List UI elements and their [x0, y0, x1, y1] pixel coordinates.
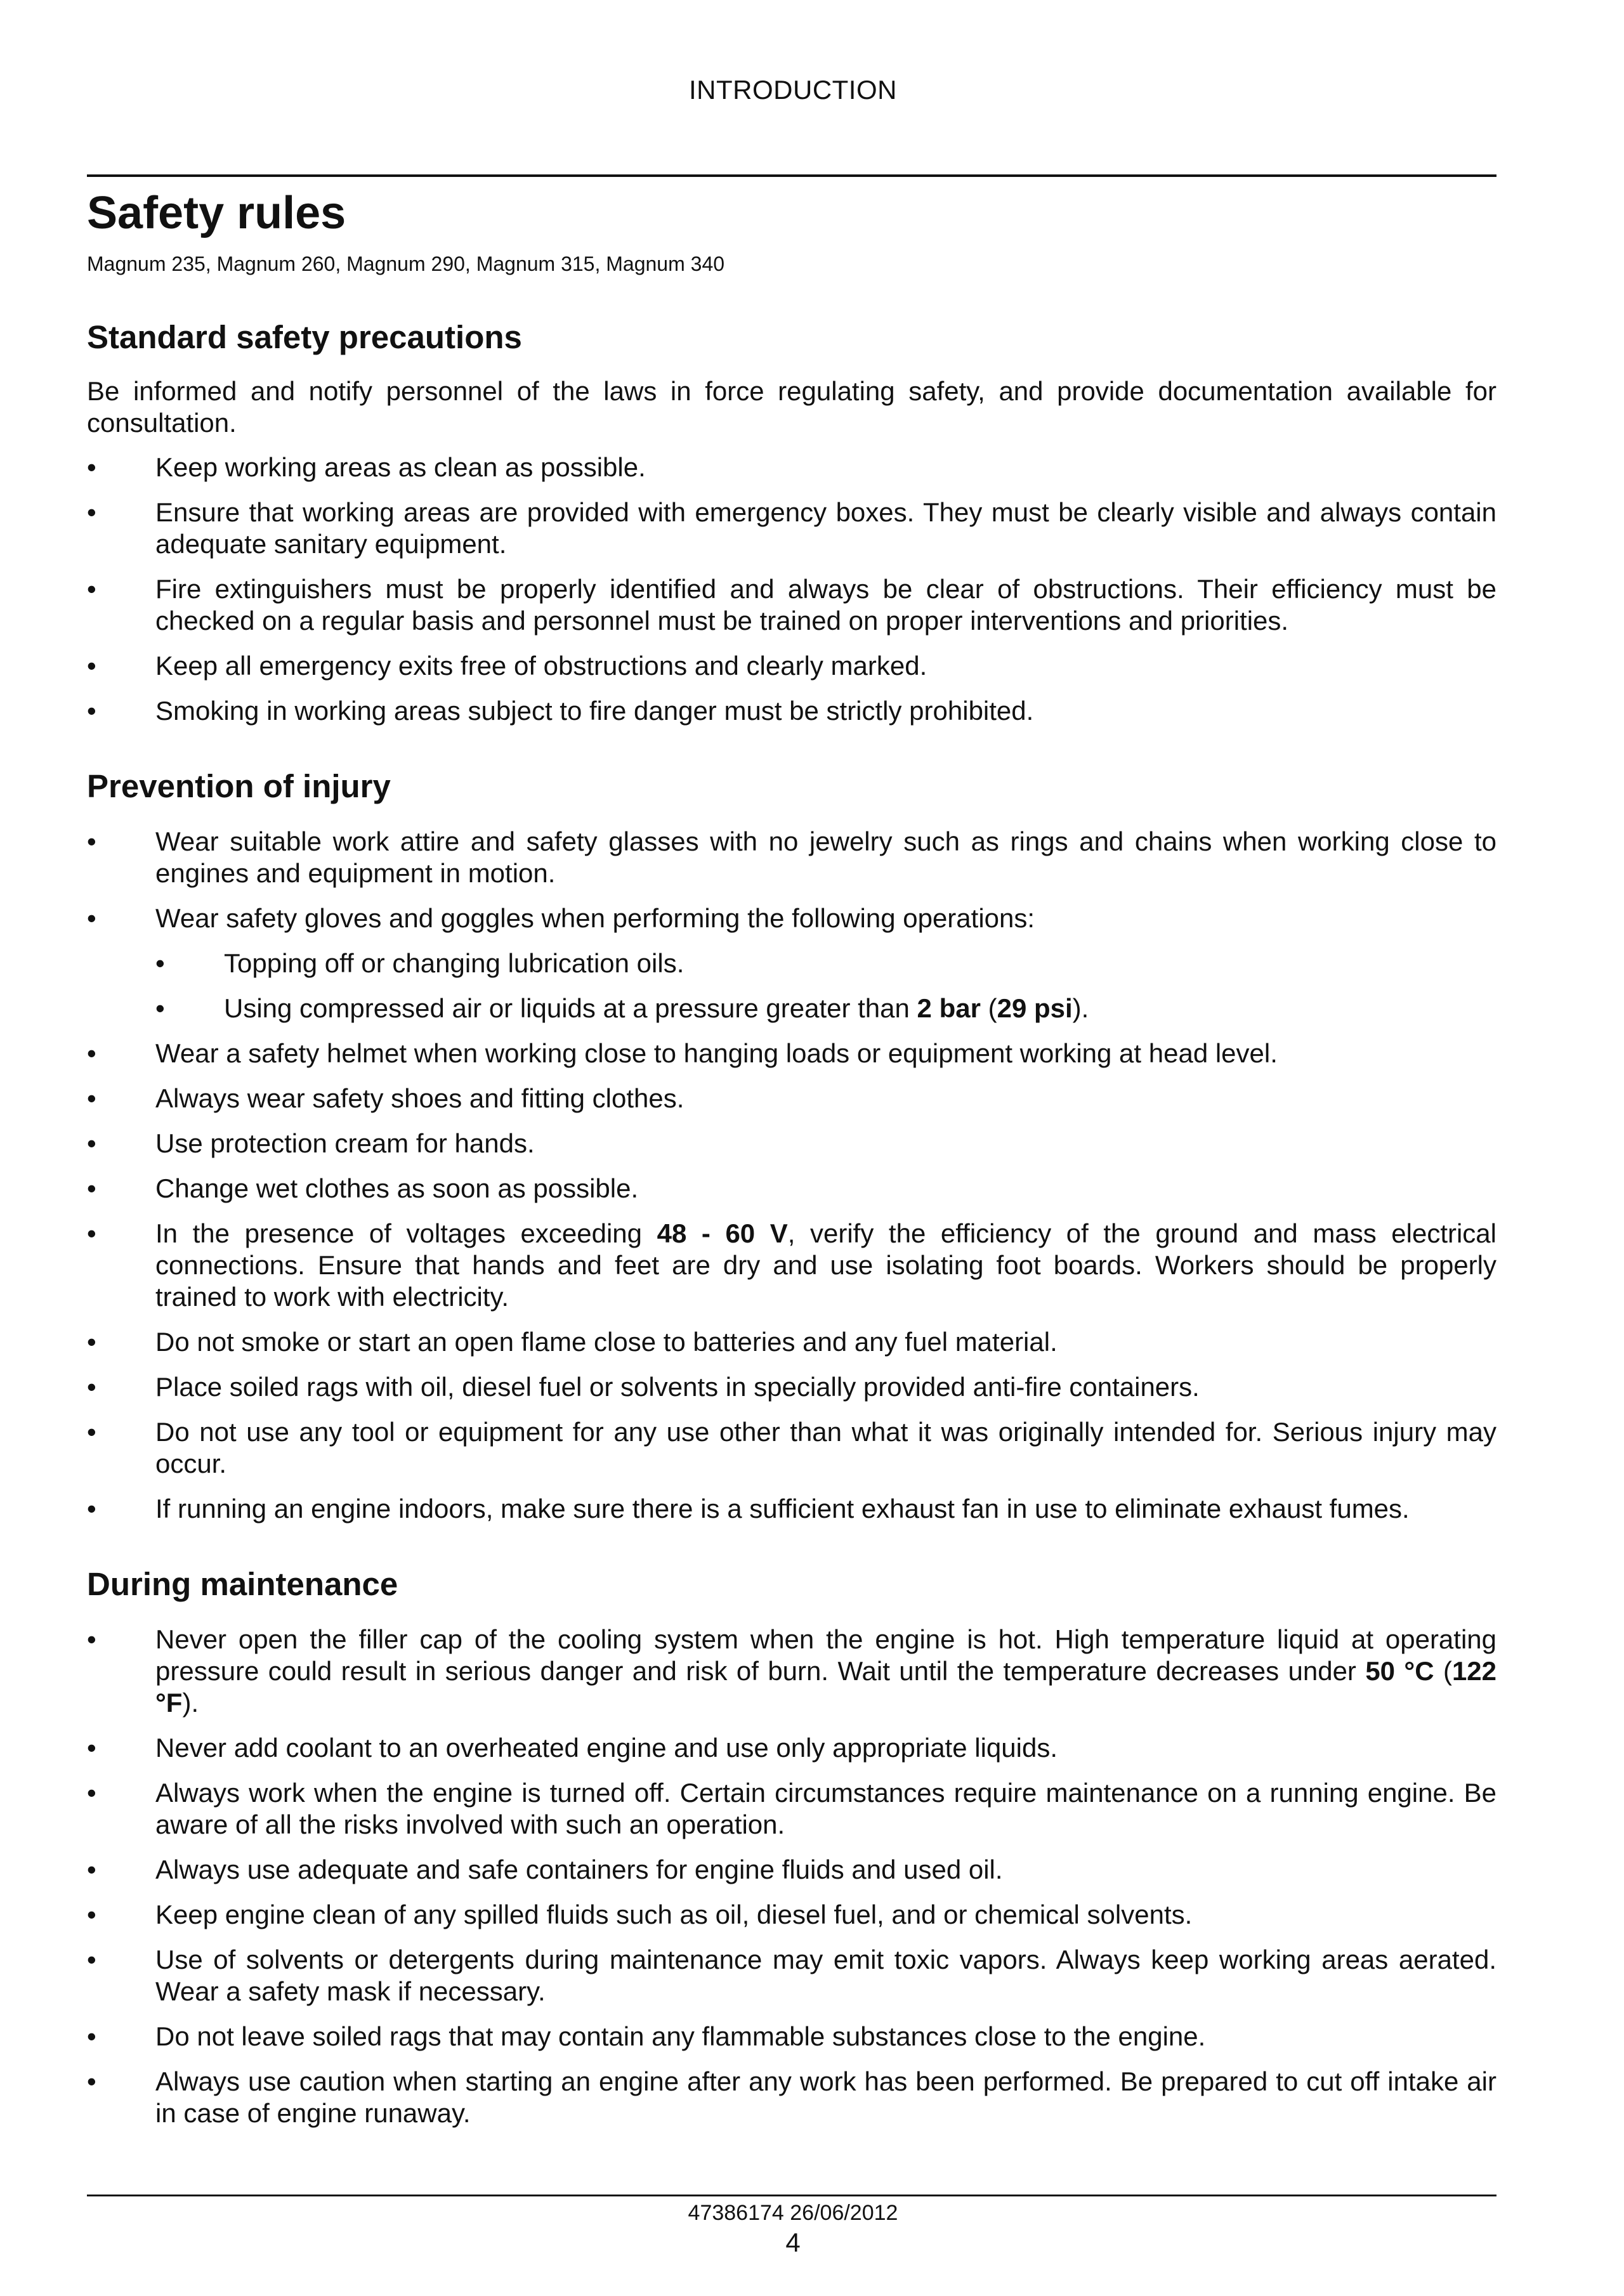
bullet: • [87, 1624, 96, 1654]
section-heading-maintenance: During maintenance [87, 1566, 398, 1602]
section-heading-standard: Standard safety precautions [87, 319, 522, 355]
sub-list [155, 948, 1496, 1024]
voltage-value: 48 - 60 V [657, 1218, 788, 1248]
model-list: Magnum 235, Magnum 260, Magnum 290, Magnum 315, Magnum 340 [87, 252, 725, 275]
list-item: • Ensure that working areas are provided with emergency boxes. They must be clearly visible and always contain adequate sanitary equipment. [87, 497, 1496, 559]
bullet: • [87, 1128, 96, 1158]
list-item: • Place soiled rags with oil, diesel fuel or solvents in specially provided anti-fire containers. [87, 1372, 1200, 1402]
bullet: • [87, 1733, 96, 1763]
pressure-bar-value: 2 bar [917, 993, 981, 1023]
list-item: • Always use adequate and safe containers for engine fluids and used oil. [87, 1855, 1003, 1884]
pressure-psi-value: 29 psi [997, 993, 1073, 1023]
footer-rule [87, 2195, 1496, 2196]
bullet: • [87, 1218, 96, 1248]
bullet: • [87, 1173, 96, 1203]
list-item: • Keep all emergency exits free of obstructions and clearly marked. [87, 651, 927, 681]
bullet: • [87, 1417, 96, 1447]
document-number-date: 47386174 26/06/2012 [688, 2201, 898, 2225]
bullet: • [87, 1327, 96, 1357]
bullet: • [87, 1900, 96, 1929]
list-item: • Always work when the engine is turned off. Certain circumstances require maintenance on a running engine. Be aware of all the risks involved with such an operation. [87, 1778, 1496, 1839]
sub-list-item: • Using compressed air or liquids at a pressure greater than 2 bar (29 psi). [155, 993, 1089, 1023]
bullet: • [155, 948, 165, 978]
running-header: INTRODUCTION [689, 75, 897, 105]
bullet: • [87, 1038, 96, 1068]
sub-list-item: • Topping off or changing lubrication oils. [155, 948, 684, 978]
standard-list [87, 452, 1496, 727]
list-item: • Always use caution when starting an engine after any work has been performed. Be prepared to cut off intake air in case of engine runaway. [87, 2066, 1496, 2128]
bullet: • [87, 903, 96, 933]
list-item: • Wear a safety helmet when working close to hanging loads or equipment working at head level. [87, 1038, 1278, 1068]
standard-intro: Be informed and notify personnel of the laws in force regulating safety, and provide documentation available for consultation. [87, 376, 1496, 438]
page-title: Safety rules [87, 188, 346, 238]
list-item: • In the presence of voltages exceeding 48 - 60 V, verify the efficiency of the ground and mass electrical connections. Ensure that hands and feet are dry and use isolating foot boards. Workers should be properly trained to work with electricity. [87, 1218, 1496, 1312]
list-item: • Fire extinguishers must be properly identified and always be clear of obstructions. Their efficiency must be checked on a regular basis and personnel must be trained on proper interventions and priorities. [87, 574, 1496, 636]
list-item: • Wear safety gloves and goggles when performing the following operations: • Topping off or changing lubrication oils. • Using compressed air or liquids at a pressure greater than 2 bar (29 psi). [87, 903, 1496, 1024]
bullet: • [87, 1945, 96, 1974]
list-item: • Do not leave soiled rags that may contain any flammable substances close to the engine. [87, 2021, 1206, 2051]
bullet: • [87, 574, 96, 604]
list-item: • Change wet clothes as soon as possible. [87, 1173, 639, 1203]
list-item: • Wear suitable work attire and safety glasses with no jewelry such as rings and chains when working close to engines and equipment in motion. [87, 826, 1496, 888]
list-item: • Never add coolant to an overheated engine and use only appropriate liquids. [87, 1733, 1058, 1763]
maintenance-list [87, 1624, 1496, 2129]
list-item: • Never open the filler cap of the cooling system when the engine is hot. High temperature liquid at operating pressure could result in serious danger and risk of burn. Wait until the temperature decreases under 50 °C (122 °F). [87, 1624, 1497, 1718]
list-item: • Do not smoke or start an open flame close to batteries and any fuel material. [87, 1327, 1058, 1357]
bullet: • [87, 1778, 96, 1808]
bullet: • [87, 2021, 96, 2051]
bullet: • [87, 651, 96, 681]
list-item: • Keep working areas as clean as possible. [87, 452, 646, 482]
header-rule [87, 174, 1496, 177]
bullet: • [87, 452, 96, 482]
bullet: • [87, 826, 96, 856]
bullet: • [87, 1855, 96, 1884]
list-item: • Smoking in working areas subject to fire danger must be strictly prohibited. [87, 696, 1034, 726]
list-item: • Use protection cream for hands. [87, 1128, 535, 1158]
temperature-fahrenheit-value: 122 °F [155, 1656, 1497, 1718]
injury-list [87, 826, 1496, 1525]
temperature-celsius-value: 50 °C [1365, 1656, 1434, 1686]
list-item: • Always wear safety shoes and fitting clothes. [87, 1083, 684, 1113]
bullet: • [155, 993, 165, 1023]
bullet: • [87, 1083, 96, 1113]
page-content [87, 181, 1496, 2143]
bullet: • [87, 1372, 96, 1402]
list-item: • Do not use any tool or equipment for any use other than what it was originally intended for. Serious injury may occur. [87, 1417, 1496, 1478]
list-item: • If running an engine indoors, make sure there is a sufficient exhaust fan in use to eliminate exhaust fumes. [87, 1494, 1410, 1523]
section-heading-injury: Prevention of injury [87, 768, 391, 804]
bullet: • [87, 2066, 96, 2096]
page-number: 4 [785, 2228, 801, 2257]
bullet: • [87, 1494, 96, 1523]
list-item: • Keep engine clean of any spilled fluids such as oil, diesel fuel, and or chemical solvents. [87, 1900, 1193, 1929]
bullet: • [87, 696, 96, 726]
bullet: • [87, 497, 96, 527]
list-item: • Use of solvents or detergents during maintenance may emit toxic vapors. Always keep working areas aerated. Wear a safety mask if necessary. [87, 1945, 1496, 2006]
